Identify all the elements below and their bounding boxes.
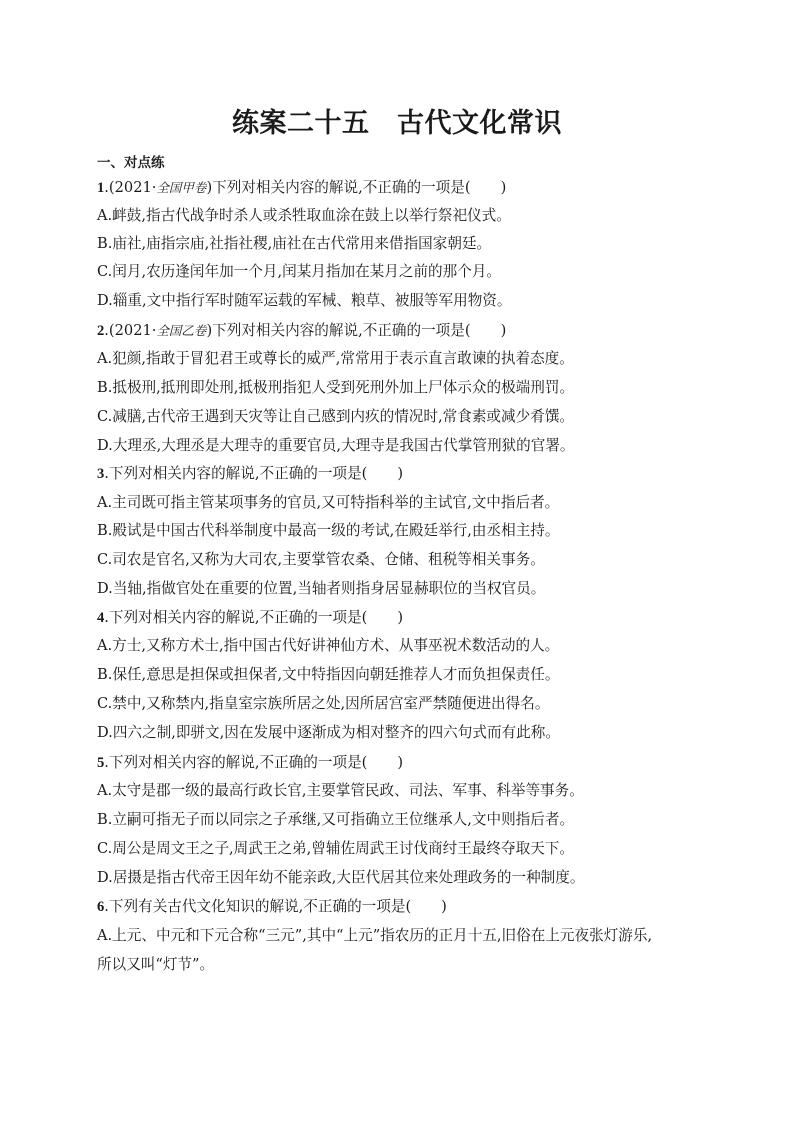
question-1-option-a: A.衅鼓,指古代战争时杀人或杀牲取血涂在鼓上以举行祭祀仪式。 — [97, 207, 511, 224]
question-6-option-a: A.上元、中元和下元合称“三元”,其中“上元”指农历的正月十五,旧俗在上元夜张灯游乐, — [97, 927, 653, 944]
question-5-option-d: D.居摄是指古代帝王因年幼不能亲政,大臣代居其位来处理政务的一种制度。 — [97, 869, 585, 886]
question-1-option-c: C.闰月,农历逢闰年加一个月,闰某月指加在某月之前的那个月。 — [97, 263, 502, 280]
question-4-option-a: A.方士,又称方术士,指中国古代好讲神仙方术、从事巫祝术数活动的人。 — [97, 637, 560, 654]
question-source: 全国甲卷 — [156, 180, 207, 195]
question-3-stem: 3.下列对相关内容的解说,不正确的一项是( ) — [97, 465, 404, 482]
question-1-stem: 1.(2021·全国甲卷)下列对相关内容的解说,不正确的一项是( ) — [97, 179, 507, 196]
question-2-option-b: B.抵极刑,抵刑即处刑,抵极刑指犯人受到死刑外加上尸体示众的极端刑罚。 — [97, 379, 575, 396]
question-5-option-c: C.周公是周文王之子,周武王之弟,曾辅佐周武王讨伐商纣王最终夺取天下。 — [97, 840, 574, 857]
question-4-option-c: C.禁中,又称禁内,指皇室宗族所居之处,因所居宫室严禁随便进出得名。 — [97, 695, 550, 712]
question-2-stem: 2.(2021·全国乙卷)下列对相关内容的解说,不正确的一项是( ) — [97, 322, 507, 339]
question-1-option-b: B.庙社,庙指宗庙,社指社稷,庙社在古代常用来借指国家朝廷。 — [97, 235, 492, 252]
question-6-option-a-continued: 所以又叫“灯节”。 — [97, 956, 215, 973]
question-2-option-d: D.大理丞,大理丞是大理寺的重要官员,大理寺是我国古代掌管刑狱的官署。 — [97, 437, 575, 454]
question-3-option-c: C.司农是官名,又称为大司农,主要掌管农桑、仓储、租税等相关事务。 — [97, 551, 545, 568]
question-2-option-c: C.减膳,古代帝王遇到天灾等让自己感到内疚的情况时,常食素或减少肴馔。 — [97, 408, 574, 425]
question-5-option-a: A.太守是郡一级的最高行政长官,主要掌管民政、司法、军事、科举等事务。 — [97, 782, 584, 799]
question-6-stem: 6.下列有关古代文化知识的解说,不正确的一项是( ) — [97, 898, 447, 915]
question-source: 全国乙卷 — [156, 323, 207, 338]
question-4-option-d: D.四六之制,即骈文,因在发展中逐渐成为相对整齐的四六句式而有此称。 — [97, 724, 560, 741]
question-number: 1 — [97, 180, 105, 196]
question-number: 5 — [97, 755, 105, 771]
question-number: 2 — [97, 323, 105, 339]
question-number: 4 — [97, 610, 105, 626]
question-number: 6 — [97, 899, 105, 915]
question-2-option-a: A.犯颜,指敢于冒犯君王或尊长的威严,常常用于表示直言敢谏的执着态度。 — [97, 350, 574, 367]
question-4-option-b: B.保任,意思是担保或担保者,文中特指因向朝廷推荐人才而负担保责任。 — [97, 666, 560, 683]
question-1-option-d: D.辎重,文中指行军时随军运载的军械、粮草、被服等军用物资。 — [97, 292, 512, 309]
question-4-stem: 4.下列对相关内容的解说,不正确的一项是( ) — [97, 609, 404, 626]
page-title: 练案二十五 古代文化常识 — [232, 108, 562, 139]
question-number: 3 — [97, 466, 105, 482]
question-5-option-b: B.立嗣可指无子而以同宗之子承继,又可指确立王位继承人,文中则指后者。 — [97, 811, 575, 828]
question-3-option-b: B.殿试是中国古代科举制度中最高一级的考试,在殿廷举行,由丞相主持。 — [97, 522, 560, 539]
question-5-stem: 5.下列对相关内容的解说,不正确的一项是( ) — [97, 754, 404, 771]
question-3-option-a: A.主司既可指主管某项事务的官员,又可特指科举的主试官,文中指后者。 — [97, 494, 560, 511]
section-heading: 一、对点练 — [97, 155, 165, 171]
question-3-option-d: D.当轴,指做官处在重要的位置,当轴者则指身居显赫职位的当权官员。 — [97, 580, 546, 597]
